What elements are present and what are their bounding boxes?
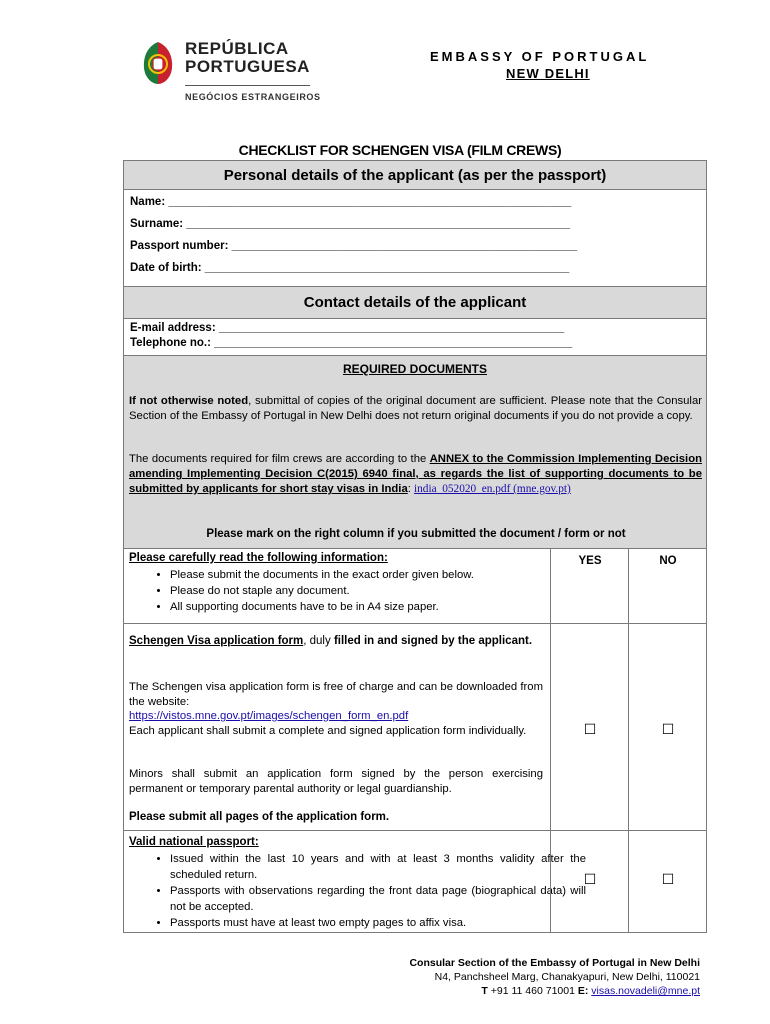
passport-yes-checkbox[interactable]: ☐: [583, 871, 597, 887]
schengen-form-title-mid: , duly: [303, 635, 334, 647]
passport-no-cell: [628, 830, 707, 933]
copies-note-bold: If not otherwise noted: [129, 395, 249, 407]
annex-note-colon: :: [407, 483, 415, 495]
schengen-yes-cell: [550, 623, 629, 831]
personal-details-heading: Personal details of the applicant (as per the passport): [223, 167, 607, 184]
contact-details-header: [123, 286, 707, 319]
schengen-form-title: [129, 634, 546, 649]
annex-note: [129, 452, 702, 497]
schengen-form-minors-note: Minors shall submit an application form signed by the person exercising permanent or temporary parental authority or legal guardianship.: [129, 768, 543, 795]
list-item: • Passports must have at least two empty pages to affix visa.: [170, 915, 586, 931]
schengen-form-download-note: The Schengen visa application form is free of charge and can be downloaded from the website:: [129, 681, 543, 708]
footer-phone-label: T: [481, 985, 488, 997]
footer-phone: +91 11 460 71001: [487, 985, 578, 997]
copies-note: [129, 394, 702, 424]
embassy-city: NEW DELHI: [506, 66, 590, 81]
annex-pdf-link[interactable]: india_052020_en.pdf (mne.gov.pt): [414, 483, 571, 495]
list-item: • Please submit the documents in the exact order given below.: [170, 567, 580, 583]
passport-number-field[interactable]: Passport number: ______________________________________________________: [130, 240, 577, 252]
list-item: • Please do not staple any document.: [170, 583, 580, 599]
surname-field[interactable]: Surname: ____________________________________________________________: [130, 218, 570, 230]
passport-list: [124, 851, 586, 931]
mark-instructions: Please mark on the right column if you submitted the document / form or not: [206, 528, 626, 540]
logo-line2: PORTUGUESA: [185, 57, 310, 76]
schengen-no-cell: [628, 623, 707, 831]
info-cell: [123, 548, 551, 624]
personal-details-header: [123, 160, 707, 190]
logo-wordmark: [185, 40, 310, 76]
personal-details-fields: [123, 189, 707, 287]
document-title: CHECKLIST FOR SCHENGEN VISA (FILM CREWS): [238, 142, 562, 158]
footer-email-link[interactable]: visas.novadeli@mne.pt: [591, 985, 700, 997]
footer-consular-section: Consular Section of the Embassy of Portugal in New Delhi: [409, 957, 700, 969]
schengen-no-checkbox[interactable]: ☐: [661, 721, 675, 737]
list-item: • All supporting documents have to be in A4 size paper.: [170, 599, 580, 615]
schengen-form-all-pages-note: Please submit all pages of the application form.: [129, 811, 390, 823]
passport-cell: [123, 830, 586, 933]
logo-divider: [185, 85, 310, 86]
info-heading: Please carefully read the following information:: [129, 552, 388, 564]
passport-yes-cell: [550, 830, 629, 933]
no-column-header: [628, 548, 707, 624]
passport-no-checkbox[interactable]: ☐: [661, 871, 675, 887]
contact-details-fields: [123, 318, 707, 356]
telephone-field[interactable]: Telephone no.: ________________________________________________________: [130, 337, 573, 349]
footer-contact: [300, 984, 700, 998]
list-item: • Issued within the last 10 years and with at least 3 months validity after the scheduled return.: [170, 851, 586, 883]
no-label: NO: [659, 555, 677, 567]
schengen-form-title-bold: filled in and signed by the applicant.: [333, 635, 533, 647]
required-documents-heading: REQUIRED DOCUMENTS: [342, 362, 487, 376]
list-item: • Passports with observations regarding the front data page (biographical data) will not be accepted.: [170, 883, 586, 915]
required-documents-section: [123, 355, 707, 549]
logo-line1: REPÚBLICA: [185, 39, 289, 58]
footer-address: N4, Panchsheel Marg, Chanakyapuri, New Delhi, 110021: [434, 971, 700, 983]
date-of-birth-field[interactable]: Date of birth: _________________________________________________________: [130, 262, 570, 274]
annex-note-start: The documents required for film crews are according to the: [129, 453, 430, 465]
contact-details-heading: Contact details of the applicant: [303, 294, 527, 311]
footer-email-label: E:: [577, 985, 589, 997]
email-field[interactable]: E-mail address: ______________________________________________________: [130, 322, 565, 334]
schengen-form-individual-note: Each applicant shall submit a complete and signed application form individually.: [129, 725, 527, 737]
schengen-yes-checkbox[interactable]: ☐: [583, 721, 597, 737]
annex-note-bold: ANNEX to the Commission Implementing Decision amending Implementing Decision C(2015) 6940 final, as regards the list of supporting documents to be submitted by applicants for short stay visas in India: [129, 453, 702, 495]
logo-subtitle: NEGÓCIOS ESTRANGEIROS: [185, 92, 321, 102]
portugal-coat-of-arms-icon: [140, 40, 176, 86]
yes-label: YES: [578, 555, 602, 567]
info-list: [124, 567, 580, 615]
embassy-title: EMBASSY OF PORTUGAL: [430, 49, 650, 64]
yes-column-header: [550, 548, 629, 624]
copies-note-text: , submittal of copies of the original document are sufficient. Please note that the Consular Section of the Embassy of Portugal in New Delhi does not return original documents if you do not provide a copy.: [129, 395, 702, 422]
schengen-form-title-underlined: Schengen Visa application form: [129, 635, 304, 647]
passport-title: Valid national passport:: [129, 836, 259, 848]
schengen-form-link[interactable]: https://vistos.mne.gov.pt/images/schengen_form_en.pdf: [129, 710, 409, 722]
name-field[interactable]: Name: _______________________________________________________________: [130, 196, 572, 208]
schengen-form-cell: [123, 623, 551, 831]
